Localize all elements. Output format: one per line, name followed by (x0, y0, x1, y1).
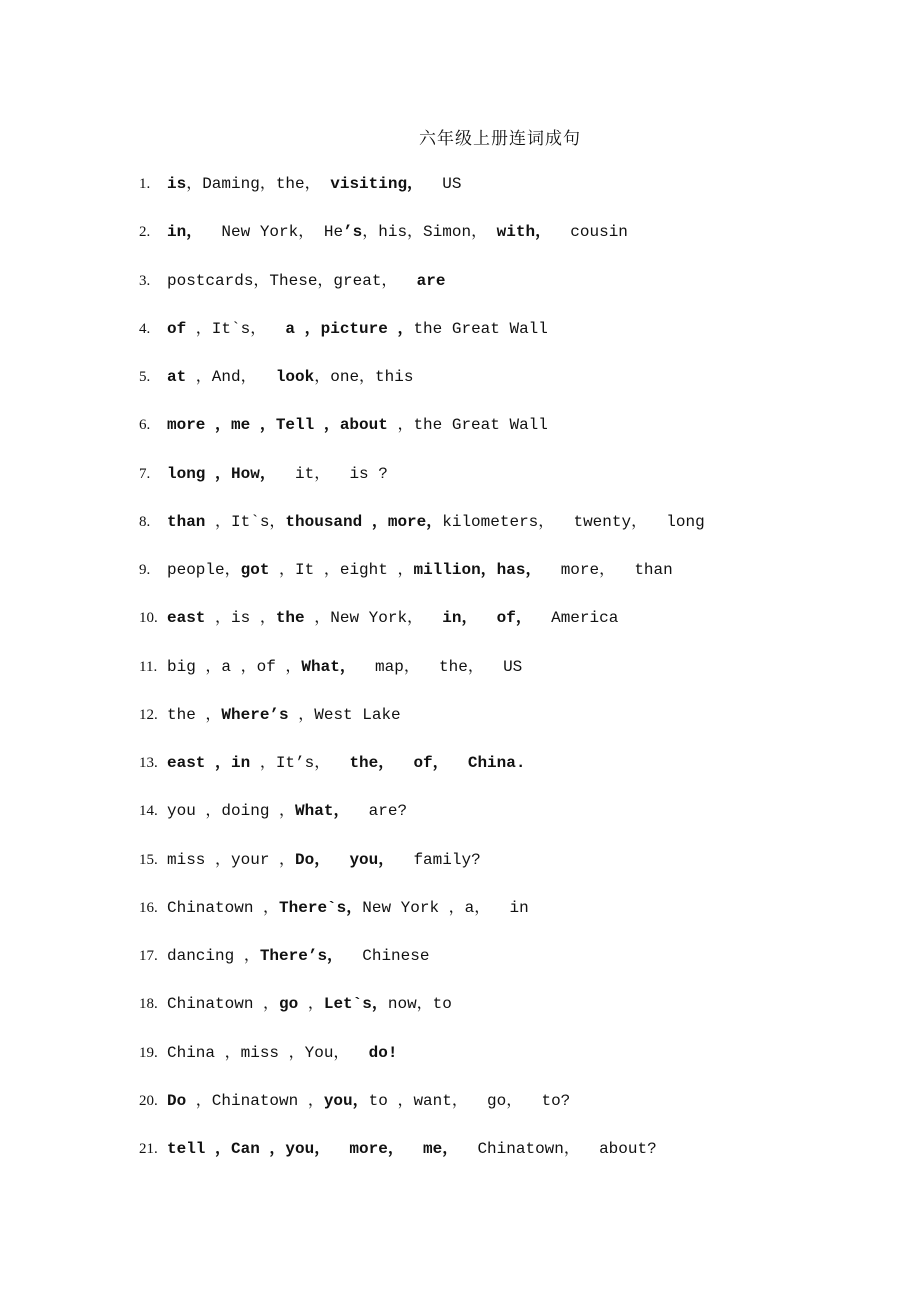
word-bold: the， of， China. (349, 754, 526, 772)
word-bold: do! (368, 1043, 398, 1062)
word-text: map， the， US (355, 657, 523, 676)
word-bold: more ，me ，Tell ，about (167, 416, 388, 435)
word-bold: go (279, 995, 299, 1014)
word-text: postcards，These，great， (167, 271, 417, 290)
word-text: ， (298, 995, 324, 1014)
question-item (139, 799, 407, 823)
question-item (139, 1089, 570, 1113)
question-item (139, 1041, 397, 1065)
word-text: ，It’s， (250, 754, 350, 772)
word-text: now，to (387, 995, 452, 1014)
word-bold: is (167, 175, 187, 193)
question-item (139, 558, 673, 582)
word-bold: Do (167, 1091, 187, 1110)
word-text: more， than (541, 561, 673, 579)
word-text: Chinatown ， (167, 898, 280, 917)
word-bold: you， (323, 1091, 369, 1110)
question-item (139, 655, 522, 679)
question-number: 12. (139, 706, 158, 723)
question-item (139, 606, 618, 630)
word-text: ，is ， (205, 609, 276, 628)
word-text: US (423, 175, 462, 193)
question-number: 10. (139, 610, 158, 627)
question-number: 6. (139, 417, 151, 434)
word-text: ，It ，eight ， (269, 561, 414, 579)
word-bold: million，has， (413, 561, 542, 579)
word-text: ，the Great Wall (387, 416, 548, 435)
word-bold: What， (295, 802, 350, 821)
question-number: 13. (139, 755, 158, 771)
word-bold: at (167, 368, 187, 386)
question-number: 20. (139, 1092, 158, 1109)
question-number: 9. (139, 562, 151, 578)
word-bold: visiting， (330, 175, 424, 193)
question-number: 19. (139, 1044, 158, 1061)
word-text: the Great Wall (413, 319, 548, 338)
word-text: Chinatown ， (167, 995, 280, 1014)
word-text: ，one，this (314, 368, 414, 386)
word-text: Chinese (343, 947, 430, 965)
question-number: 7. (139, 465, 151, 482)
word-bold: Let`s， (323, 995, 388, 1014)
word-text: big ，a ，of ， (167, 657, 302, 676)
word-bold: are (416, 271, 446, 290)
word-text: ，West Lake (288, 705, 401, 724)
word-bold: than (167, 512, 206, 531)
word-text: family? (394, 850, 481, 869)
question-item (139, 317, 548, 341)
question-number: 3. (139, 272, 151, 289)
word-text: ，Daming，the， (186, 175, 331, 193)
question-number: 11. (139, 658, 158, 675)
word-bold: in， of， (442, 609, 532, 628)
question-number: 18. (139, 996, 158, 1013)
question-number: 15. (139, 851, 158, 868)
question-item (139, 944, 429, 968)
word-text: people， (167, 561, 241, 579)
word-text: miss ，your ， (167, 850, 296, 869)
word-bold: There`s， (279, 898, 363, 917)
question-item (139, 896, 529, 920)
question-item (139, 848, 481, 872)
word-text: New York ，a， in (362, 898, 529, 917)
question-number: 2. (139, 224, 151, 241)
word-bold: got (240, 561, 270, 579)
word-bold: of (167, 319, 187, 338)
question-item (139, 365, 413, 389)
question-item (139, 220, 628, 244)
question-number: 14. (139, 803, 158, 820)
word-text: New York， He (202, 223, 344, 242)
question-number: 17. (139, 948, 158, 964)
question-item (139, 992, 452, 1016)
word-bold: ’s (343, 223, 363, 242)
word-text: ，And， (186, 368, 276, 386)
question-item (139, 1137, 657, 1161)
word-bold: Where’s (221, 705, 289, 724)
question-item (139, 510, 705, 534)
word-bold: Do， you， (295, 850, 395, 869)
word-text: ，his，Simon， (362, 223, 497, 242)
word-text: dancing ， (167, 947, 260, 965)
word-text: ，Chinatown ， (186, 1091, 324, 1110)
word-text: kilometers， twenty， long (442, 512, 705, 531)
question-number: 5. (139, 369, 151, 385)
word-text: the ， (167, 705, 222, 724)
word-bold: east ，in (167, 754, 251, 772)
question-item (139, 413, 548, 437)
question-item (139, 269, 445, 293)
question-item (139, 703, 401, 727)
word-text: Chinatown， about? (458, 1140, 657, 1158)
question-item (139, 172, 461, 196)
word-text: to ，want， go， to? (368, 1091, 571, 1110)
question-item (139, 462, 388, 486)
question-number: 4. (139, 320, 151, 337)
word-text: America (531, 609, 619, 628)
question-number: 21. (139, 1141, 158, 1157)
word-bold: the (275, 609, 305, 628)
word-text: China ，miss ，You， (167, 1043, 369, 1062)
word-text: ，It`s， (205, 512, 286, 531)
word-bold: in， (167, 223, 203, 242)
word-text: are? (349, 802, 408, 821)
document-title: 六年级上册连词成句 (419, 129, 581, 149)
word-bold: thousand ，more， (285, 512, 443, 531)
word-bold: What， (301, 657, 356, 676)
word-bold: look (275, 368, 315, 386)
word-bold: long ，How， (167, 464, 276, 483)
question-number: 1. (139, 176, 151, 192)
question-item (139, 751, 525, 775)
word-text: ，It`s， (186, 319, 286, 338)
word-bold: a ，picture ， (285, 319, 414, 338)
word-bold: east (167, 609, 206, 628)
word-bold: with， (496, 223, 552, 242)
word-bold: There’s， (259, 947, 344, 965)
word-text: you ，doing ， (167, 802, 296, 821)
question-number: 16. (139, 899, 158, 916)
question-number: 8. (139, 513, 151, 530)
word-text: it， is ? (275, 464, 388, 483)
word-text: ，New York， (304, 609, 443, 628)
word-bold: tell ，Can ，you， more， me， (167, 1140, 459, 1158)
word-text: cousin (551, 223, 628, 242)
